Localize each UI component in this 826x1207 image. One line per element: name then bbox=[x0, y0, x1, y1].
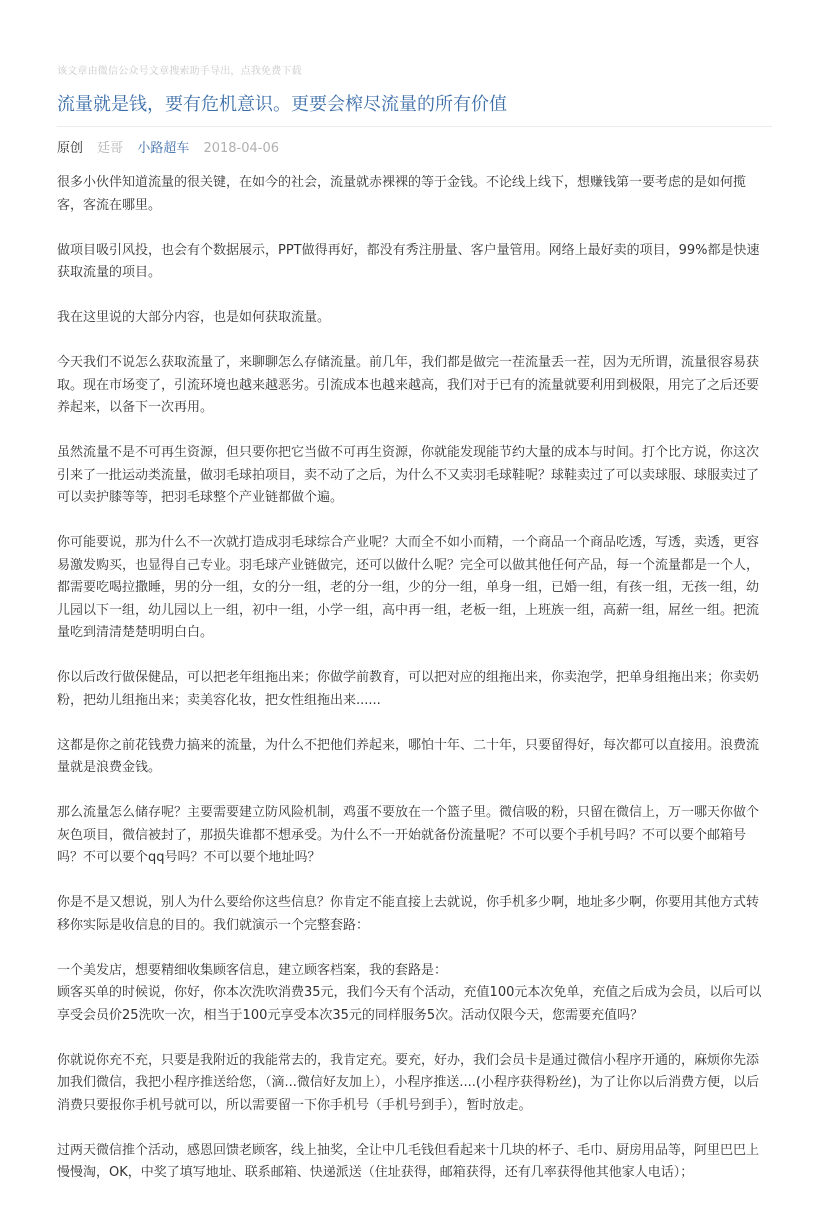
paragraph: 你就说你充不充，只要是我附近的我能常去的，我肯定充。要充，好办，我们会员卡是通过微信小程序开通的，麻烦你先添加我们微信，我把小程序推送给您，（滴...微信好友加上），小程序推送....(小程序获得粉丝)，为了让你以后消费方便，以后消费只要报你手机号就可以，所以需要留一下你手机号（手机号到手），暂时放走。 bbox=[57, 1052, 760, 1113]
account-name-link[interactable]: 小路超车 bbox=[137, 141, 190, 156]
article-meta bbox=[57, 140, 289, 158]
paragraph: 那么流量怎么储存呢？主要需要建立防风险机制，鸡蛋不要放在一个篮子里。微信吸的粉，只留在微信上，万一哪天你做个灰色项目，微信被封了，那损失谁都不想承受。为什么不一开始就备份流量呢？不可以要个手机号吗？不可以要个邮箱号吗？不可以要个qq号吗？不可以要个地址吗？ bbox=[57, 805, 760, 865]
paragraph: 我在这里说的大部分内容，也是如何获取流量。 bbox=[57, 310, 331, 325]
paragraph: 今天我们不说怎么获取流量了，来聊聊怎么存储流量。前几年，我们都是做完一茬流量丢一茬，因为无所谓，流量很容易获取。现在市场变了，引流环境也越来越恶劣。引流成本也越来越高，我们对于已有的流量就要利用到极限，用完了之后还要养起来，以备下一次再用。 bbox=[57, 355, 760, 415]
paragraph: 很多小伙伴知道流量的很关键，在如今的社会，流量就赤裸裸的等于金钱。不论线上线下，想赚钱第一要考虑的是如何揽客，客流在哪里。 bbox=[57, 175, 747, 213]
paragraph: 顾客买单的时候说，你好，你本次洗吹消费35元，我们今天有个活动，充值100元本次免单，充值之后成为会员，以后可以享受会员价25洗吹一次，相当于100元享受本次35元的同样服务5次。活动仅限今天，您需要充值吗？ bbox=[57, 985, 762, 1023]
paragraph: 这都是你之前花钱费力搞来的流量，为什么不把他们养起来，哪怕十年、二十年，只要留得好，每次都可以直接用。浪费流量就是浪费金钱。 bbox=[57, 737, 760, 775]
article-body bbox=[57, 172, 769, 1207]
paragraph: 你以后改行做保健品，可以把老年组拖出来；你做学前教育，可以把对应的组拖出来，你卖泡学，把单身组拖出来；你卖奶粉，把幼儿组拖出来；卖美容化妆，把女性组拖出来...... bbox=[57, 670, 760, 708]
paragraph: 你可能要说，那为什么不一次就打造成羽毛球综合产业呢？大而全不如小而精，一个商品一个商品吃透，写透，卖透，更容易激发购买，也显得自己专业。羽毛球产业链做完，还可以做什么呢？完全可以做其他任何产品，每一个流量都是一个人，都需要吃喝拉撒睡，男的分一组，女的分一组，老的分一组，少的分一组，单身一组，已婚一组，有孩一组，无孩一组，幼儿园以下一组，幼儿园以上一组，初中一组，小学一组，高中再一组，老板一组，上班族一组，高薪一组，屌丝一组。把流量吃到清清楚楚明明白白。 bbox=[57, 535, 760, 640]
title-divider bbox=[57, 126, 772, 127]
paragraph: 过两天微信推个活动，感恩回馈老顾客，线上抽奖，全让中几毛钱但看起来十几块的杯子、毛巾、厨房用品等，阿里巴巴上慢慢淘，OK，中奖了填写地址、联系邮箱、快递派送（住址获得，邮箱获得，还有几率获得他其他家人电话）； bbox=[57, 1142, 760, 1180]
publish-date: 2018-04-06 bbox=[203, 141, 280, 156]
paragraph: 一个美发店，想要精细收集顾客信息，建立顾客档案，我的套路是： bbox=[57, 962, 448, 978]
original-tag: 原创 bbox=[57, 141, 84, 156]
author-name: 廷哥 bbox=[97, 141, 124, 156]
paragraph: 你是不是又想说，别人为什么要给你这些信息？你肯定不能直接上去就说，你手机多少啊，地址多少啊，你要用其他方式转移你实际是收信息的目的。我们就演示一个完整套路： bbox=[57, 895, 760, 933]
paragraph: 虽然流量不是不可再生资源，但只要你把它当做不可再生资源，你就能发现能节约大量的成本与时间。打个比方说，你这次引来了一批运动类流量，做羽毛球拍项目，卖不动了之后，为什么不又卖羽毛球鞋呢？球鞋卖过了可以卖球服、球服卖过了可以卖护膝等等，把羽毛球整个产业链都做个遍。 bbox=[57, 445, 760, 505]
article-title: 流量就是钱，要有危机意识。更要会榨尽流量的所有价值 bbox=[57, 94, 507, 115]
paragraph: 做项目吸引风投，也会有个数据展示，PPT做得再好，都没有秀注册量、客户量管用。网络上最好卖的项目，99%都是快速获取流量的项目。 bbox=[57, 242, 760, 280]
export-notice-link[interactable]: 该文章由微信公众号文章搜索助手导出，点我免费下载 bbox=[57, 66, 302, 77]
